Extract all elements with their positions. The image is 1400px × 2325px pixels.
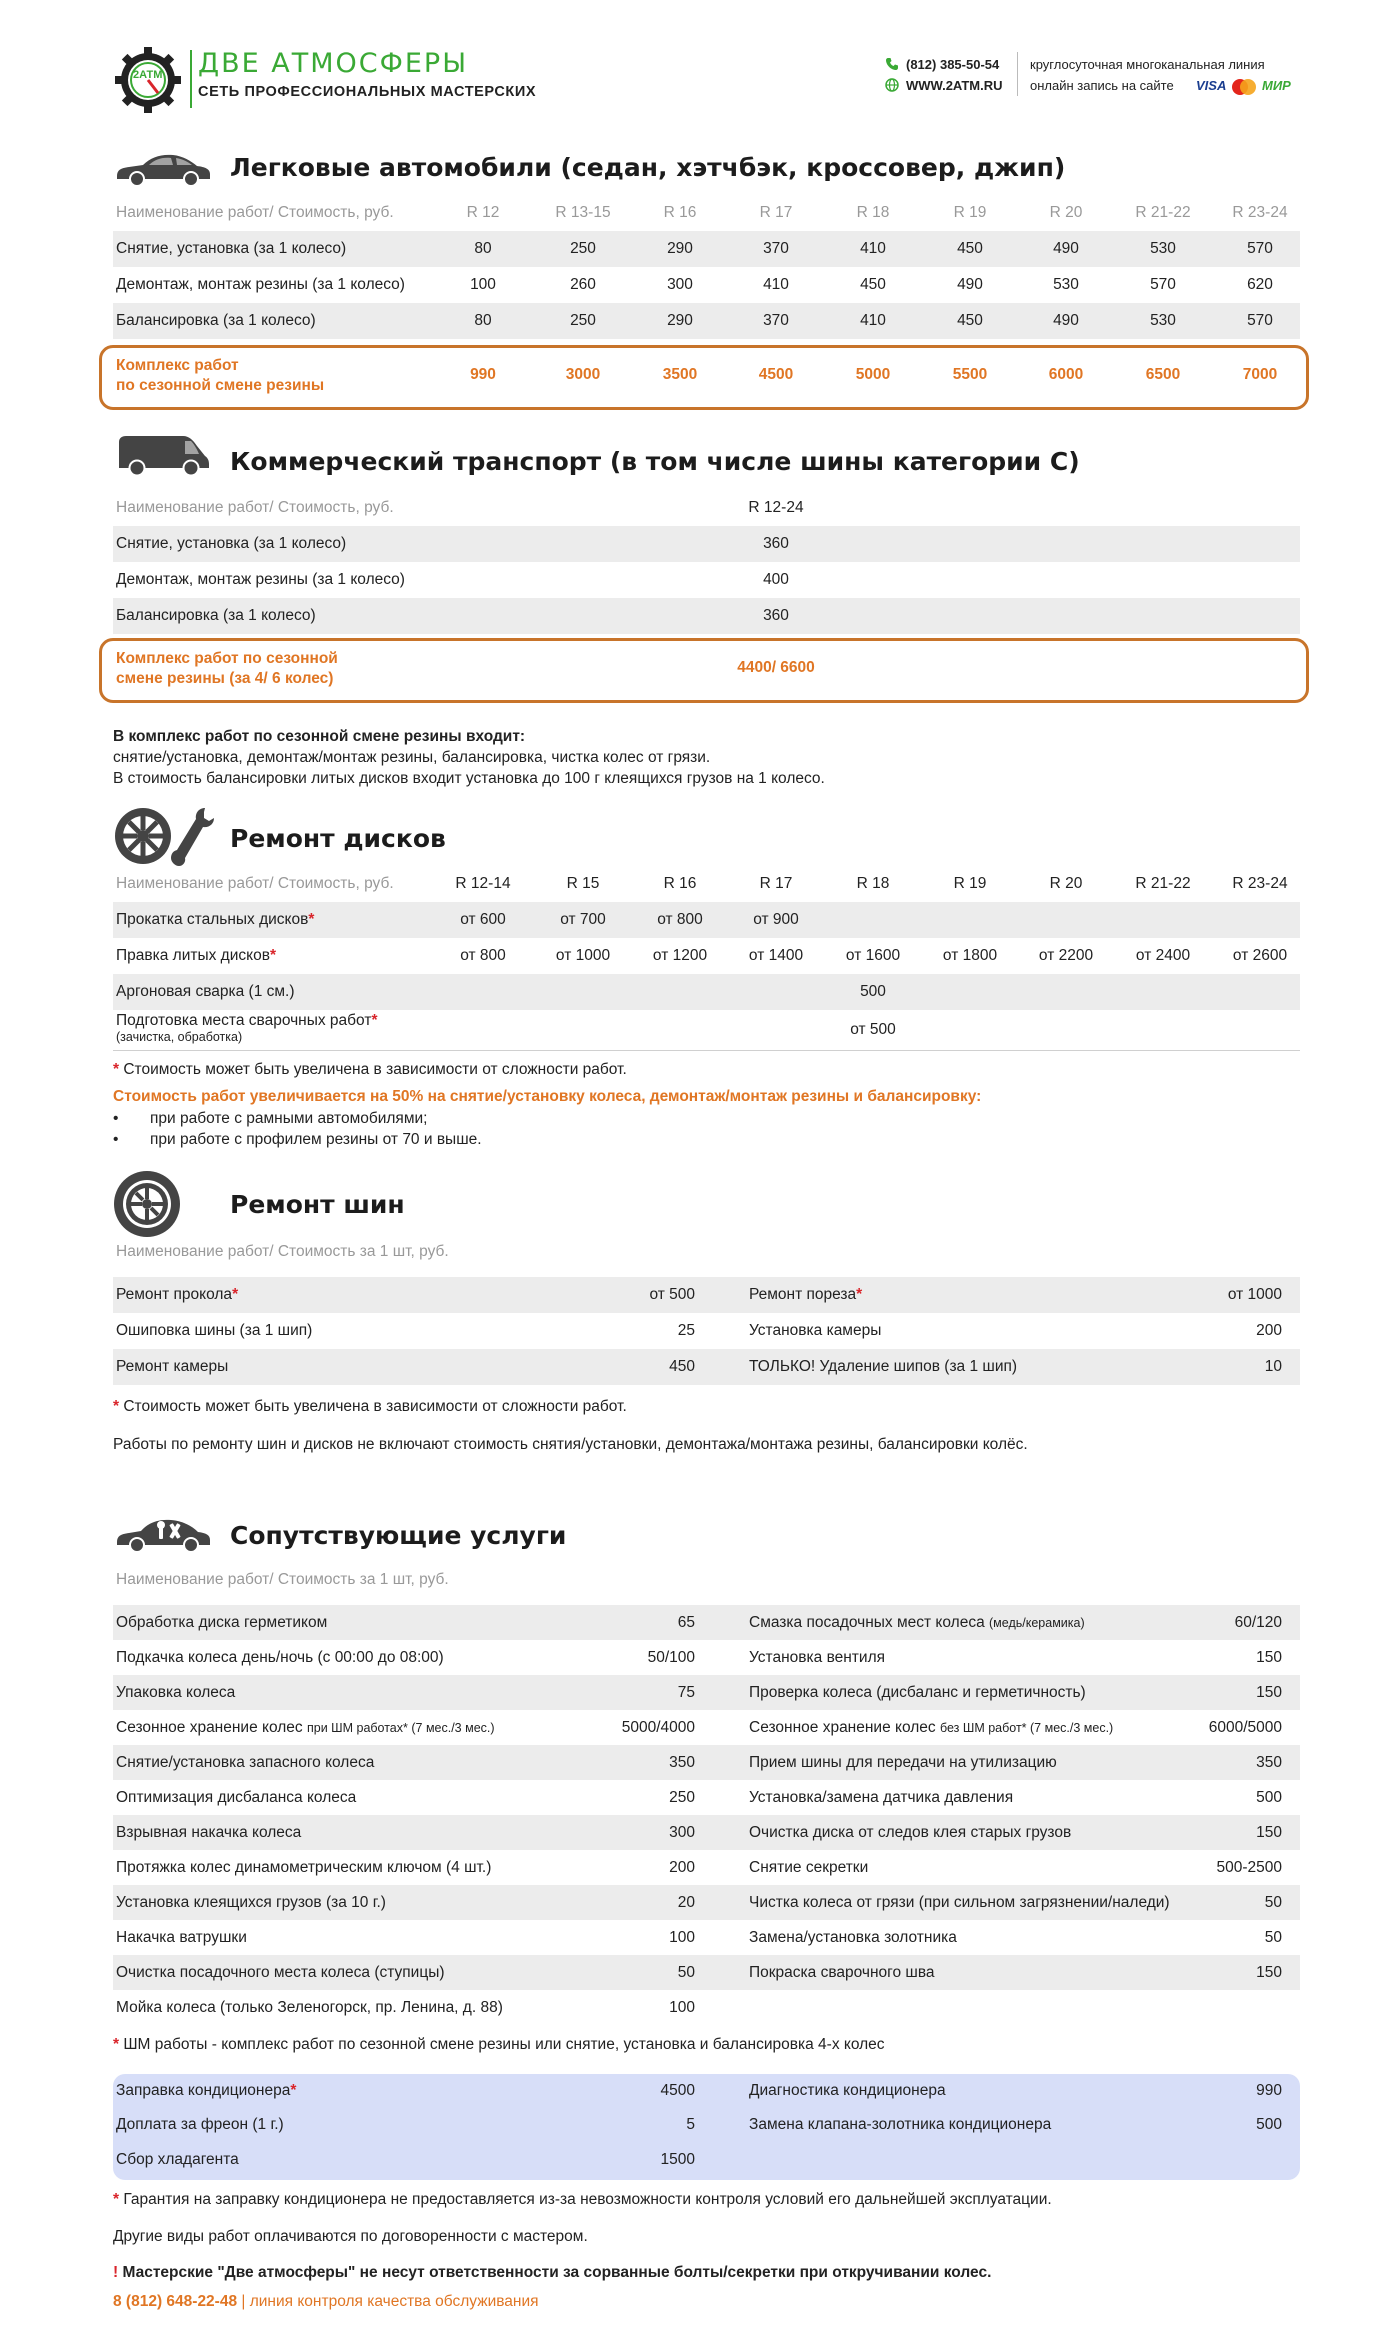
- table-row: [113, 1955, 1300, 1990]
- row-label: Установка камеры: [749, 1322, 882, 1339]
- discs-increase-note: [113, 1088, 981, 1106]
- price: 50: [677, 1963, 695, 1981]
- price: от 1400: [748, 947, 804, 964]
- discs-header-row: [113, 866, 1300, 902]
- price: 10: [1264, 1358, 1282, 1375]
- row-label-text: Правка литых дисков: [116, 947, 270, 964]
- cars-col: R 20: [1049, 204, 1083, 221]
- price: от 2400: [1135, 947, 1191, 964]
- price: от 2600: [1232, 947, 1288, 964]
- table-row: [113, 526, 1300, 562]
- sedan-icon: [113, 148, 213, 188]
- row-label-small: без ШМ работ* (7 мес./3 мес.): [939, 1720, 1114, 1735]
- price: 250: [570, 240, 596, 257]
- price: 150: [1256, 1683, 1282, 1701]
- phone-icon: [885, 57, 899, 71]
- price: от 700: [560, 911, 606, 928]
- row-label: Демонтаж, монтаж резины (за 1 колесо): [116, 276, 405, 293]
- globe-icon: [885, 78, 899, 92]
- table-row: [113, 303, 1300, 339]
- table-row: [113, 1780, 1300, 1815]
- complex-info-line: снятие/установка, демонтаж/монтаж резины, балансировка, чистка колес от грязи.: [113, 749, 711, 766]
- price: 410: [860, 312, 886, 329]
- table-row: [113, 1349, 1300, 1385]
- complex-price: 3000: [565, 366, 601, 383]
- row-label: Установка вентиля: [749, 1648, 886, 1666]
- price: 250: [570, 312, 596, 329]
- bullet-text: при работе с рамными автомобилями;: [150, 1110, 428, 1127]
- row-label: Взрывная накачка колеса: [116, 1823, 302, 1841]
- price: 150: [1256, 1963, 1282, 1981]
- logo-mark: 2АТМ: [133, 69, 163, 81]
- price: 410: [763, 276, 789, 293]
- price: от 500: [649, 1286, 695, 1303]
- price: 490: [1053, 312, 1079, 329]
- row-label: Прием шины для передачи на утилизацию: [749, 1753, 1057, 1771]
- price: от 1600: [845, 947, 901, 964]
- row-label-text: Подготовка места сварочных работ: [116, 1012, 372, 1029]
- price: 5000/4000: [621, 1718, 695, 1736]
- complex-label-line: смене резины (за 4/ 6 колес): [116, 670, 334, 687]
- price: 80: [474, 240, 492, 257]
- van-icon: [113, 430, 213, 478]
- discs-col: R 19: [953, 875, 987, 892]
- price: 350: [1256, 1753, 1282, 1771]
- commercial-table: [113, 490, 1300, 634]
- ac-services-box: [113, 2074, 1300, 2180]
- discs-col: R 20: [1049, 875, 1083, 892]
- cars-col: R 13-15: [555, 204, 611, 221]
- tire-icon: [113, 1170, 181, 1238]
- price: 250: [669, 1788, 695, 1806]
- price: 570: [1247, 240, 1273, 257]
- price: 450: [957, 312, 983, 329]
- row-label-small: при ШМ работах* (7 мес./3 мес.): [306, 1720, 495, 1735]
- price: 5: [686, 2116, 695, 2133]
- price: 60/120: [1234, 1613, 1282, 1631]
- table-row: [113, 1920, 1300, 1955]
- discs-col: R 23-24: [1232, 875, 1288, 892]
- discs-title: Ремонт дисков: [230, 824, 446, 853]
- price: 370: [763, 240, 789, 257]
- note-text: ШМ работы - комплекс работ по сезонной смене резины или снятие, установка и балансировка 4-х колес: [119, 2036, 885, 2053]
- row-label: [749, 1719, 1113, 1737]
- price: 75: [677, 1683, 695, 1701]
- complex-price: 4400/ 6600: [737, 659, 815, 676]
- row-label: Чистка колеса от грязи (при сильном загрязнении/наледи): [749, 1893, 1170, 1911]
- row-label: [749, 1286, 862, 1304]
- asterisk: *: [290, 2082, 297, 2099]
- row-label: Оптимизация дисбаланса колеса: [116, 1788, 357, 1806]
- price: 500: [1256, 2116, 1282, 2133]
- logo: [113, 45, 183, 115]
- row-label: [116, 911, 314, 929]
- asterisk: *: [308, 911, 315, 928]
- note-text: Гарантия на заправку кондиционера не предоставляется из-за невозможности контроля условий его дальнейшей эксплуатации.: [119, 2191, 1052, 2208]
- note-text: Стоимость может быть увеличена в зависимости от сложности работ.: [119, 1061, 627, 1078]
- price: 50/100: [647, 1648, 695, 1666]
- price: от 600: [460, 911, 506, 928]
- table-row: [113, 562, 1300, 598]
- header-phone[interactable]: (812) 385-50-54: [906, 57, 1000, 72]
- price: 300: [667, 276, 693, 293]
- row-label: Снятие/установка запасного колеса: [116, 1753, 375, 1771]
- discs-col: R 21-22: [1135, 875, 1191, 892]
- table-row: [113, 1815, 1300, 1850]
- table-row: [113, 1605, 1300, 1640]
- price: от 500: [850, 1021, 896, 1038]
- tires-title: Ремонт шин: [230, 1190, 405, 1219]
- discs-bullet: [113, 1110, 428, 1128]
- row-label-text: Заправка кондиционера: [116, 2082, 291, 2099]
- cars-col: R 19: [953, 204, 987, 221]
- complex-price: 6000: [1048, 366, 1084, 383]
- table-row: [113, 1277, 1300, 1313]
- row-label: Мойка колеса (только Зеленогорск, пр. Ленина, д. 88): [116, 1998, 503, 2016]
- complex-price: 6500: [1145, 366, 1181, 383]
- price: от 2200: [1038, 947, 1094, 964]
- table-row: [113, 598, 1300, 634]
- table-row: [113, 1990, 1300, 2025]
- table-row: [113, 231, 1300, 267]
- quality-line: [113, 2293, 539, 2311]
- row-label: Замена клапана-золотника кондиционера: [749, 2116, 1052, 2133]
- complex-price: 5000: [855, 366, 891, 383]
- row-label: [749, 1614, 1085, 1632]
- row-label: Протяжка колес динамометрическим ключом (4 шт.): [116, 1858, 492, 1876]
- row-label-text: Сезонное хранение колес: [116, 1718, 307, 1736]
- car-tools-icon: [113, 1512, 213, 1554]
- asterisk: *: [113, 2036, 120, 2053]
- row-label: Очистка диска от следов клея старых грузов: [749, 1823, 1072, 1841]
- row-label: Накачка ватрушки: [116, 1928, 247, 1946]
- row-label: Доплата за фреон (1 г.): [116, 2116, 284, 2133]
- row-label-text: Ремонт пореза: [749, 1286, 857, 1303]
- header-line2: онлайн запись на сайте: [1030, 78, 1174, 93]
- cars-col: R 16: [663, 204, 697, 221]
- table-row: [113, 902, 1300, 938]
- complex-price: 7000: [1242, 366, 1278, 383]
- row-label: [116, 1614, 327, 1632]
- price: 400: [763, 571, 789, 588]
- complex-label-line: Комплекс работ по сезонной: [116, 650, 338, 667]
- price: 65: [677, 1613, 695, 1631]
- price: от 1000: [555, 947, 611, 964]
- discs-col: R 16: [663, 875, 697, 892]
- price: 200: [669, 1858, 695, 1876]
- price: 100: [470, 276, 496, 293]
- row-label-text: Ремонт прокола: [116, 1286, 233, 1303]
- price: 150: [1256, 1648, 1282, 1666]
- quality-phone[interactable]: 8 (812) 648-22-48: [113, 2293, 238, 2310]
- discs-col: R 12-14: [455, 875, 511, 892]
- discs-col: R 18: [856, 875, 890, 892]
- price: 290: [667, 240, 693, 257]
- complex-price: 5500: [952, 366, 988, 383]
- price: 150: [1256, 1823, 1282, 1841]
- row-label-text: Прокатка стальных дисков: [116, 911, 309, 928]
- price: 410: [860, 240, 886, 257]
- price: 620: [1247, 276, 1273, 293]
- row-border: [113, 1050, 1300, 1051]
- commercial-complex-label: [116, 649, 338, 689]
- tires-header-label: Наименование работ/ Стоимость за 1 шт, руб.: [116, 1243, 449, 1260]
- row-label: [116, 2082, 296, 2100]
- commercial-header-row: [113, 490, 1300, 526]
- price: 290: [667, 312, 693, 329]
- price: 50: [1264, 1893, 1282, 1911]
- discs-bullet: [113, 1131, 482, 1149]
- row-label: Снятие, установка (за 1 колесо): [116, 240, 347, 257]
- cars-complex-label: [116, 356, 324, 396]
- table-row: [113, 1885, 1300, 1920]
- price: 530: [1053, 276, 1079, 293]
- cars-col: R 17: [759, 204, 793, 221]
- tires-note2: Работы по ремонту шин и дисков не включают стоимость снятия/установки, демонтажа/монтажа резины, балансировки колёс.: [113, 1436, 1028, 1453]
- asterisk: *: [113, 1398, 120, 1415]
- note-text: Стоимость может быть увеличена в зависимости от сложности работ.: [119, 1398, 627, 1415]
- cars-col: R 18: [856, 204, 890, 221]
- price: 50: [1264, 1928, 1282, 1946]
- row-label: Упаковка колеса: [116, 1683, 236, 1701]
- price: от 1200: [652, 947, 708, 964]
- price: 1500: [660, 2151, 695, 2168]
- row-label: [116, 1719, 495, 1737]
- table-row: [113, 1675, 1300, 1710]
- row-label: Демонтаж, монтаж резины (за 1 колесо): [116, 571, 405, 588]
- complex-info-title: [113, 728, 525, 746]
- row-label-small: (медь/керамика): [989, 1615, 1085, 1630]
- price: от 1800: [942, 947, 998, 964]
- complex-info-line: В стоимость балансировки литых дисков входит установка до 100 г клеящихся грузов на 1 колесо.: [113, 770, 825, 787]
- row-label-text: Обработка диска герметиком: [116, 1613, 328, 1631]
- price: 990: [1256, 2082, 1282, 2099]
- cars-header-label: Наименование работ/ Стоимость, руб.: [116, 204, 394, 221]
- cars-col: R 21-22: [1135, 204, 1191, 221]
- commercial-col: R 12-24: [748, 499, 804, 516]
- table-row: [113, 1010, 1300, 1050]
- disc-wrench-icon: [113, 804, 217, 868]
- row-label: Замена/установка золотника: [749, 1928, 957, 1946]
- row-label: Балансировка (за 1 колесо): [116, 607, 316, 624]
- price: 360: [763, 535, 789, 552]
- commercial-header-label: Наименование работ/ Стоимость, руб.: [116, 499, 394, 516]
- price: от 900: [753, 911, 799, 928]
- visa-logo: VISA: [1196, 78, 1227, 93]
- bullet-mark: •: [113, 1131, 119, 1148]
- mir-logo: МИР: [1262, 78, 1291, 93]
- row-label: Очистка посадочного места колеса (ступицы): [116, 1963, 445, 1981]
- row-label: Ремонт камеры: [116, 1358, 229, 1375]
- warranty-note: [113, 2191, 1052, 2209]
- payment-logos: [1196, 78, 1306, 96]
- price: 300: [669, 1823, 695, 1841]
- separator: |: [237, 2293, 250, 2310]
- quality-text: линия контроля качества обслуживания: [249, 2293, 539, 2310]
- price: от 800: [460, 947, 506, 964]
- services-table: [113, 1605, 1300, 2025]
- row-label: Снятие секретки: [749, 1858, 869, 1876]
- row-label: Сбор хладагента: [116, 2151, 239, 2168]
- cars-header-row: [113, 195, 1300, 231]
- services-title: Сопутствующие услуги: [230, 1521, 567, 1550]
- price: 490: [957, 276, 983, 293]
- row-label: [116, 1013, 377, 1045]
- row-label-text: Смазка посадочных мест колеса: [749, 1613, 990, 1631]
- table-row: [113, 974, 1300, 1010]
- cars-title: Легковые автомобили (седан, хэтчбэк, кроссовер, джип): [230, 153, 1066, 182]
- price: 450: [669, 1358, 695, 1375]
- table-row: [113, 1850, 1300, 1885]
- price: от 800: [657, 911, 703, 928]
- cars-col: R 23-24: [1232, 204, 1288, 221]
- price: 100: [669, 1998, 695, 2016]
- liability-text: Мастерские "Две атмосферы" не несут ответственности за сорванные болты/секретки при откручивании колес.: [118, 2264, 992, 2281]
- row-sublabel: (зачистка, обработка): [116, 1030, 243, 1044]
- exclamation: !: [113, 2264, 119, 2281]
- other-works-note: Другие виды работ оплачиваются по договоренности с мастером.: [113, 2228, 588, 2245]
- liability-note: [113, 2264, 991, 2282]
- row-label: Проверка колеса (дисбаланс и герметичность): [749, 1683, 1086, 1701]
- table-row: [113, 2109, 1300, 2144]
- asterisk: *: [113, 1061, 120, 1078]
- asterisk: *: [113, 2191, 120, 2208]
- row-label: Установка клеящихся грузов (за 10 г.): [116, 1893, 386, 1911]
- price: 20: [677, 1893, 695, 1911]
- price: 360: [763, 607, 789, 624]
- price: 500: [860, 983, 886, 1000]
- price: 200: [1256, 1322, 1282, 1339]
- discs-note: [113, 1061, 627, 1079]
- complex-label-line: по сезонной смене резины: [116, 377, 325, 394]
- bullet-mark: •: [113, 1110, 119, 1127]
- price: 260: [570, 276, 596, 293]
- row-label: [116, 947, 276, 965]
- table-row: [113, 2144, 1300, 2179]
- price: 25: [677, 1322, 695, 1339]
- price: 4500: [660, 2082, 695, 2099]
- table-row: [113, 938, 1300, 974]
- asterisk: *: [856, 1286, 863, 1303]
- discs-col: R 17: [759, 875, 793, 892]
- price: 490: [1053, 240, 1079, 257]
- row-label: Снятие, установка (за 1 колесо): [116, 535, 347, 552]
- logo-divider: [190, 50, 192, 108]
- header-divider: [1017, 52, 1018, 96]
- table-row: [113, 1745, 1300, 1780]
- price: от 1000: [1227, 1286, 1282, 1303]
- table-row: [113, 2074, 1300, 2109]
- price: 370: [763, 312, 789, 329]
- price: 500-2500: [1216, 1858, 1282, 1876]
- price: 570: [1150, 276, 1176, 293]
- price: 80: [474, 312, 492, 329]
- price: 450: [860, 276, 886, 293]
- commercial-title: Коммерческий транспорт (в том числе шины категории С): [230, 447, 1080, 476]
- row-label: [116, 1286, 238, 1304]
- cars-col: R 12: [466, 204, 500, 221]
- row-label: Аргоновая сварка (1 см.): [116, 983, 295, 1000]
- row-label: Ошиповка шины (за 1 шип): [116, 1322, 313, 1339]
- table-row: [113, 1313, 1300, 1349]
- cars-table: [113, 195, 1300, 339]
- row-label: Покраска сварочного шва: [749, 1963, 935, 1981]
- tires-note: [113, 1398, 627, 1416]
- header-line1: круглосуточная многоканальная линия: [1030, 57, 1265, 72]
- row-label: ТОЛЬКО! Удаление шипов (за 1 шип): [749, 1358, 1018, 1375]
- tires-table: [113, 1277, 1300, 1385]
- asterisk: *: [269, 947, 276, 964]
- price: 350: [669, 1753, 695, 1771]
- shm-note: [113, 2036, 885, 2054]
- discs-header-label: Наименование работ/ Стоимость, руб.: [116, 875, 394, 892]
- logo-text: ДВЕ АТМОСФЕРЫ: [198, 48, 469, 79]
- price: 530: [1150, 312, 1176, 329]
- asterisk: *: [232, 1286, 239, 1303]
- discs-col: R 15: [566, 875, 600, 892]
- row-label: Подкачка колеса день/ночь (с 00:00 до 08:00): [116, 1648, 444, 1666]
- increase-text: Стоимость работ увеличивается на 50% на снятие/установку колеса, демонтаж/монтаж резины и балансировку:: [113, 1088, 982, 1105]
- discs-table: [113, 866, 1300, 1050]
- table-row: [113, 1640, 1300, 1675]
- complex-price: 4500: [758, 366, 794, 383]
- info-title: В комплекс работ по сезонной смене резины входит:: [113, 728, 526, 745]
- mastercard-icon: [1230, 78, 1258, 96]
- complex-label-line: Комплекс работ: [116, 357, 239, 374]
- asterisk: *: [371, 1012, 378, 1029]
- logo-subtitle: СЕТЬ ПРОФЕССИОНАЛЬНЫХ МАСТЕРСКИХ: [198, 84, 537, 100]
- row-label: Диагностика кондиционера: [749, 2082, 946, 2099]
- complex-price: 3500: [662, 366, 698, 383]
- row-label: Установка/замена датчика давления: [749, 1788, 1014, 1806]
- price: 570: [1247, 312, 1273, 329]
- price: 100: [669, 1928, 695, 1946]
- services-header-label: Наименование работ/ Стоимость за 1 шт, руб.: [116, 1571, 449, 1588]
- row-label-text: Сезонное хранение колес: [749, 1718, 940, 1736]
- price: 530: [1150, 240, 1176, 257]
- price: 500: [1256, 1788, 1282, 1806]
- bullet-text: при работе с профилем резины от 70 и выше.: [150, 1131, 482, 1148]
- price: 6000/5000: [1208, 1718, 1282, 1736]
- price: 450: [957, 240, 983, 257]
- complex-price: 990: [470, 366, 496, 383]
- row-label: Балансировка (за 1 колесо): [116, 312, 316, 329]
- table-row: [113, 1710, 1300, 1745]
- header-site[interactable]: WWW.2ATM.RU: [906, 78, 1003, 93]
- table-row: [113, 267, 1300, 303]
